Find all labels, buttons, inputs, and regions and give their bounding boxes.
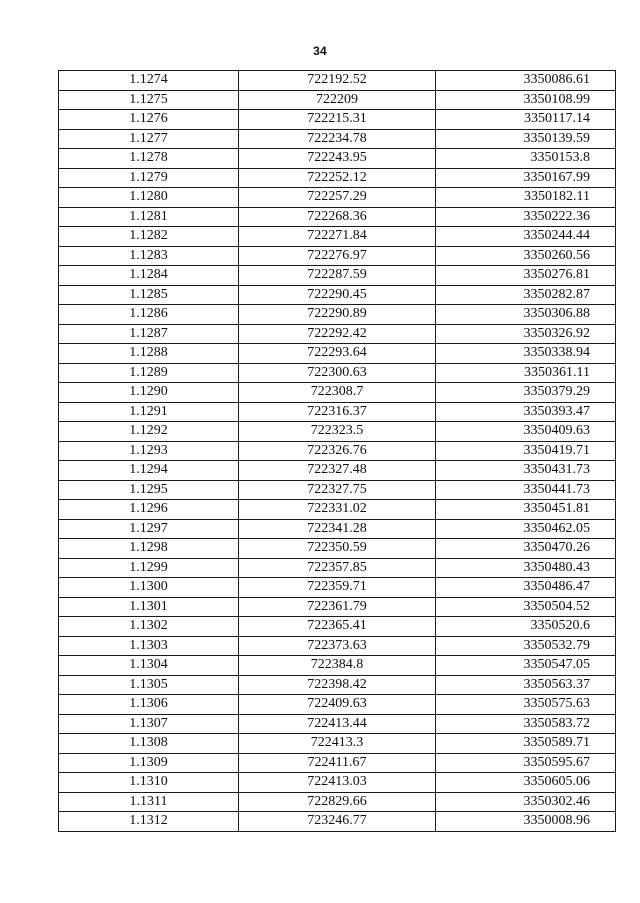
y-coordinate-cell: 3350589.71 xyxy=(436,734,616,754)
y-coordinate-cell: 3350441.73 xyxy=(436,480,616,500)
y-coordinate-cell: 3350504.52 xyxy=(436,597,616,617)
y-coordinate-cell: 3350302.46 xyxy=(436,792,616,812)
point-id-cell: 1.1281 xyxy=(59,207,239,227)
table-row xyxy=(59,773,616,793)
point-id-cell: 1.1276 xyxy=(59,110,239,130)
point-id-cell: 1.1311 xyxy=(59,792,239,812)
table-row xyxy=(59,344,616,364)
x-coordinate-cell: 722308.7 xyxy=(239,383,436,403)
y-coordinate-cell: 3350470.26 xyxy=(436,539,616,559)
y-coordinate-cell: 3350260.56 xyxy=(436,246,616,266)
point-id-cell: 1.1279 xyxy=(59,168,239,188)
table-row xyxy=(59,363,616,383)
table-row xyxy=(59,578,616,598)
x-coordinate-cell: 722384.8 xyxy=(239,656,436,676)
table-row xyxy=(59,422,616,442)
y-coordinate-cell: 3350480.43 xyxy=(436,558,616,578)
point-id-cell: 1.1290 xyxy=(59,383,239,403)
x-coordinate-cell: 722409.63 xyxy=(239,695,436,715)
table-row xyxy=(59,695,616,715)
point-id-cell: 1.1298 xyxy=(59,539,239,559)
x-coordinate-cell: 723246.77 xyxy=(239,812,436,832)
y-coordinate-cell: 3350008.96 xyxy=(436,812,616,832)
y-coordinate-cell: 3350409.63 xyxy=(436,422,616,442)
table-row xyxy=(59,558,616,578)
y-coordinate-cell: 3350486.47 xyxy=(436,578,616,598)
point-id-cell: 1.1292 xyxy=(59,422,239,442)
y-coordinate-cell: 3350182.11 xyxy=(436,188,616,208)
x-coordinate-cell: 722287.59 xyxy=(239,266,436,286)
point-id-cell: 1.1274 xyxy=(59,71,239,91)
y-coordinate-cell: 3350431.73 xyxy=(436,461,616,481)
point-id-cell: 1.1291 xyxy=(59,402,239,422)
y-coordinate-cell: 3350361.11 xyxy=(436,363,616,383)
table-row xyxy=(59,519,616,539)
x-coordinate-cell: 722398.42 xyxy=(239,675,436,695)
y-coordinate-cell: 3350276.81 xyxy=(436,266,616,286)
table-row xyxy=(59,441,616,461)
y-coordinate-cell: 3350379.29 xyxy=(436,383,616,403)
table-row xyxy=(59,656,616,676)
y-coordinate-cell: 3350563.37 xyxy=(436,675,616,695)
y-coordinate-cell: 3350117.14 xyxy=(436,110,616,130)
y-coordinate-cell: 3350575.63 xyxy=(436,695,616,715)
table-row xyxy=(59,266,616,286)
table-row xyxy=(59,753,616,773)
x-coordinate-cell: 722292.42 xyxy=(239,324,436,344)
x-coordinate-cell: 722373.63 xyxy=(239,636,436,656)
table-row xyxy=(59,617,616,637)
x-coordinate-cell: 722413.03 xyxy=(239,773,436,793)
x-coordinate-cell: 722361.79 xyxy=(239,597,436,617)
point-id-cell: 1.1278 xyxy=(59,149,239,169)
x-coordinate-cell: 722268.36 xyxy=(239,207,436,227)
x-coordinate-cell: 722316.37 xyxy=(239,402,436,422)
table-row xyxy=(59,207,616,227)
x-coordinate-cell: 722411.67 xyxy=(239,753,436,773)
table-row xyxy=(59,305,616,325)
point-id-cell: 1.1294 xyxy=(59,461,239,481)
table-row xyxy=(59,90,616,110)
point-id-cell: 1.1301 xyxy=(59,597,239,617)
x-coordinate-cell: 722276.97 xyxy=(239,246,436,266)
table-row xyxy=(59,285,616,305)
x-coordinate-cell: 722341.28 xyxy=(239,519,436,539)
x-coordinate-cell: 722359.71 xyxy=(239,578,436,598)
point-id-cell: 1.1295 xyxy=(59,480,239,500)
table-row xyxy=(59,383,616,403)
point-id-cell: 1.1306 xyxy=(59,695,239,715)
point-id-cell: 1.1297 xyxy=(59,519,239,539)
point-id-cell: 1.1296 xyxy=(59,500,239,520)
y-coordinate-cell: 3350153.8 xyxy=(436,149,616,169)
point-id-cell: 1.1305 xyxy=(59,675,239,695)
x-coordinate-cell: 722271.84 xyxy=(239,227,436,247)
table-row xyxy=(59,597,616,617)
x-coordinate-cell: 722365.41 xyxy=(239,617,436,637)
table-row xyxy=(59,71,616,91)
x-coordinate-cell: 722331.02 xyxy=(239,500,436,520)
y-coordinate-cell: 3350595.67 xyxy=(436,753,616,773)
y-coordinate-cell: 3350583.72 xyxy=(436,714,616,734)
table-row xyxy=(59,246,616,266)
y-coordinate-cell: 3350605.06 xyxy=(436,773,616,793)
point-id-cell: 1.1302 xyxy=(59,617,239,637)
table-row xyxy=(59,324,616,344)
y-coordinate-cell: 3350419.71 xyxy=(436,441,616,461)
x-coordinate-cell: 722323.5 xyxy=(239,422,436,442)
y-coordinate-cell: 3350086.61 xyxy=(436,71,616,91)
x-coordinate-cell: 722243.95 xyxy=(239,149,436,169)
table-row xyxy=(59,461,616,481)
y-coordinate-cell: 3350282.87 xyxy=(436,285,616,305)
y-coordinate-cell: 3350244.44 xyxy=(436,227,616,247)
y-coordinate-cell: 3350326.92 xyxy=(436,324,616,344)
table-row xyxy=(59,188,616,208)
x-coordinate-cell: 722327.75 xyxy=(239,480,436,500)
page-number: 34 xyxy=(313,44,327,58)
x-coordinate-cell: 722829.66 xyxy=(239,792,436,812)
table-row xyxy=(59,129,616,149)
point-id-cell: 1.1310 xyxy=(59,773,239,793)
point-id-cell: 1.1304 xyxy=(59,656,239,676)
point-id-cell: 1.1312 xyxy=(59,812,239,832)
x-coordinate-cell: 722413.3 xyxy=(239,734,436,754)
y-coordinate-cell: 3350532.79 xyxy=(436,636,616,656)
y-coordinate-cell: 3350451.81 xyxy=(436,500,616,520)
table-row xyxy=(59,402,616,422)
x-coordinate-cell: 722413.44 xyxy=(239,714,436,734)
point-id-cell: 1.1307 xyxy=(59,714,239,734)
table-row xyxy=(59,734,616,754)
y-coordinate-cell: 3350222.36 xyxy=(436,207,616,227)
y-coordinate-cell: 3350139.59 xyxy=(436,129,616,149)
table-row xyxy=(59,168,616,188)
point-id-cell: 1.1287 xyxy=(59,324,239,344)
point-id-cell: 1.1277 xyxy=(59,129,239,149)
table-row xyxy=(59,636,616,656)
x-coordinate-cell: 722327.48 xyxy=(239,461,436,481)
point-id-cell: 1.1286 xyxy=(59,305,239,325)
point-id-cell: 1.1299 xyxy=(59,558,239,578)
y-coordinate-cell: 3350393.47 xyxy=(436,402,616,422)
y-coordinate-cell: 3350108.99 xyxy=(436,90,616,110)
table-row xyxy=(59,110,616,130)
coordinates-table-body xyxy=(59,71,616,832)
x-coordinate-cell: 722234.78 xyxy=(239,129,436,149)
point-id-cell: 1.1309 xyxy=(59,753,239,773)
point-id-cell: 1.1280 xyxy=(59,188,239,208)
table-row xyxy=(59,539,616,559)
x-coordinate-cell: 722293.64 xyxy=(239,344,436,364)
point-id-cell: 1.1282 xyxy=(59,227,239,247)
y-coordinate-cell: 3350520.6 xyxy=(436,617,616,637)
x-coordinate-cell: 722326.76 xyxy=(239,441,436,461)
table-row xyxy=(59,792,616,812)
point-id-cell: 1.1288 xyxy=(59,344,239,364)
table-row xyxy=(59,812,616,832)
x-coordinate-cell: 722350.59 xyxy=(239,539,436,559)
y-coordinate-cell: 3350167.99 xyxy=(436,168,616,188)
y-coordinate-cell: 3350306.88 xyxy=(436,305,616,325)
x-coordinate-cell: 722192.52 xyxy=(239,71,436,91)
table-row xyxy=(59,480,616,500)
y-coordinate-cell: 3350338.94 xyxy=(436,344,616,364)
coordinates-table xyxy=(58,70,616,832)
point-id-cell: 1.1284 xyxy=(59,266,239,286)
table-row xyxy=(59,227,616,247)
table-row xyxy=(59,500,616,520)
x-coordinate-cell: 722300.63 xyxy=(239,363,436,383)
x-coordinate-cell: 722215.31 xyxy=(239,110,436,130)
y-coordinate-cell: 3350547.05 xyxy=(436,656,616,676)
table-row xyxy=(59,149,616,169)
point-id-cell: 1.1300 xyxy=(59,578,239,598)
point-id-cell: 1.1275 xyxy=(59,90,239,110)
table-row xyxy=(59,675,616,695)
point-id-cell: 1.1303 xyxy=(59,636,239,656)
table-row xyxy=(59,714,616,734)
y-coordinate-cell: 3350462.05 xyxy=(436,519,616,539)
point-id-cell: 1.1293 xyxy=(59,441,239,461)
point-id-cell: 1.1289 xyxy=(59,363,239,383)
point-id-cell: 1.1285 xyxy=(59,285,239,305)
x-coordinate-cell: 722290.45 xyxy=(239,285,436,305)
x-coordinate-cell: 722357.85 xyxy=(239,558,436,578)
x-coordinate-cell: 722290.89 xyxy=(239,305,436,325)
x-coordinate-cell: 722257.29 xyxy=(239,188,436,208)
point-id-cell: 1.1283 xyxy=(59,246,239,266)
x-coordinate-cell: 722252.12 xyxy=(239,168,436,188)
x-coordinate-cell: 722209 xyxy=(239,90,436,110)
point-id-cell: 1.1308 xyxy=(59,734,239,754)
